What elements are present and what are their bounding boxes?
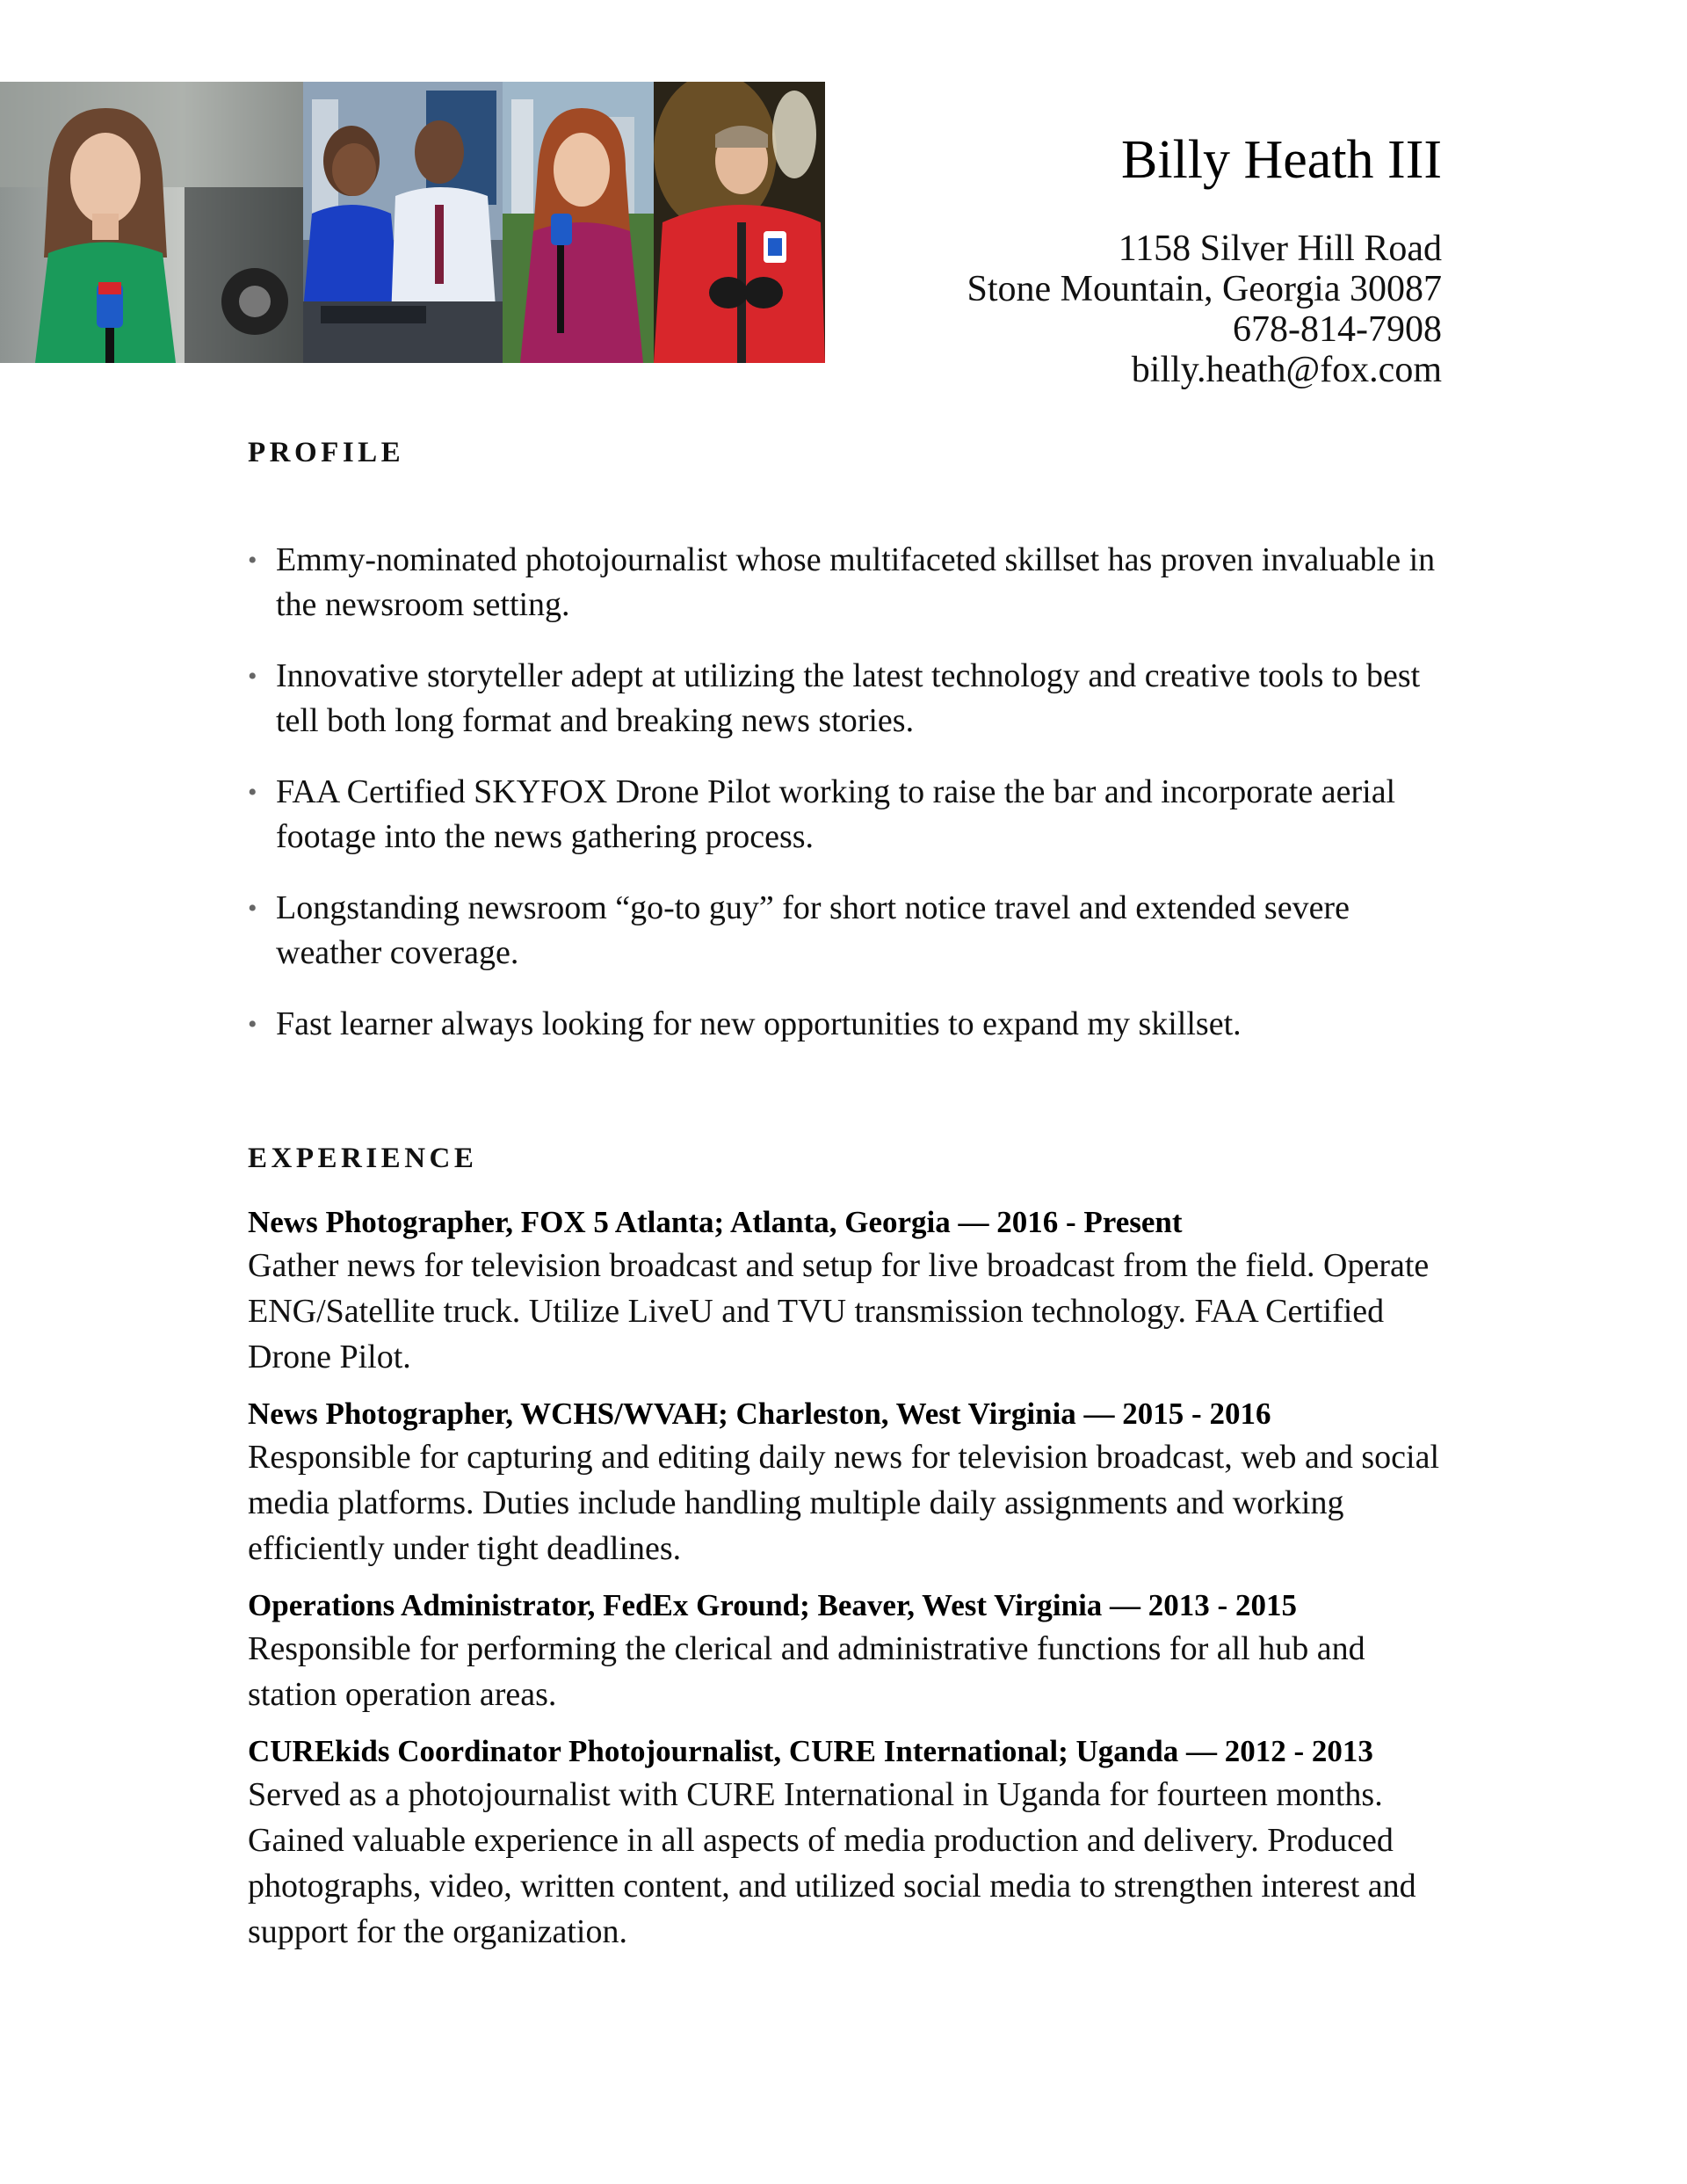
- header-photo-collage: [0, 82, 825, 363]
- profile-item: • Emmy-nominated photojournalist whose multifaceted skillset has proven invaluable in the newsroom setting.: [248, 538, 1443, 628]
- profile-item: • Innovative storyteller adept at utilizing the latest technology and creative tools to best tell both long format and breaking news stories.: [248, 654, 1443, 744]
- job-heading: Operations Administrator, FedEx Ground; Beaver, West Virginia — 2013 - 2015: [248, 1588, 1297, 1622]
- experience-heading: EXPERIENCE: [248, 1143, 478, 1174]
- profile-list: [248, 538, 1443, 1073]
- phone-number: 678-814-7908: [1233, 309, 1442, 350]
- contact-details: [967, 229, 1442, 390]
- job-description: Served as a photojournalist with CURE International in Uganda for fourteen months. Gained valuable experience in all aspects of media production and delivery. Produced photographs, video, written content, and utilized social media to strengthen interest and support for the organization.: [248, 1776, 1416, 1950]
- profile-item: • Fast learner always looking for new opportunities to expand my skillset.: [248, 1002, 1443, 1047]
- job-entry: [248, 1731, 1443, 1955]
- reporter-red-jacket-photo: [654, 82, 825, 363]
- job-heading: News Photographer, WCHS/WVAH; Charleston, West Virginia — 2015 - 2016: [248, 1397, 1271, 1431]
- job-description: Responsible for capturing and editing daily news for television broadcast, web and social media platforms. Duties include handling multiple daily assignments and working efficiently under tight deadlines.: [248, 1439, 1440, 1567]
- job-heading: News Photographer, FOX 5 Atlanta; Atlanta, Georgia — 2016 - Present: [248, 1205, 1183, 1239]
- profile-heading: PROFILE: [248, 437, 405, 468]
- job-entry: [248, 1585, 1443, 1717]
- reporter-green-dress-photo: [0, 82, 303, 363]
- job-heading: CUREkids Coordinator Photojournalist, CURE International; Uganda — 2012 - 2013: [248, 1734, 1373, 1768]
- address-line-2: Stone Mountain, Georgia 30087: [967, 269, 1442, 309]
- candidate-name: Billy Heath III: [1120, 130, 1442, 190]
- address-line-1: 1158 Silver Hill Road: [1118, 229, 1442, 269]
- profile-item: • FAA Certified SKYFOX Drone Pilot working to raise the bar and incorporate aerial footage into the news gathering process.: [248, 770, 1443, 860]
- email-address: billy.heath@fox.com: [1131, 350, 1442, 390]
- job-description: Responsible for performing the clerical and administrative functions for all hub and station operation areas.: [248, 1630, 1365, 1713]
- experience-list: [248, 1202, 1443, 1969]
- news-anchors-desk-photo: [303, 82, 503, 363]
- job-entry: [248, 1202, 1443, 1380]
- contact-header: [967, 125, 1442, 390]
- profile-item: • Longstanding newsroom “go-to guy” for short notice travel and extended severe weather coverage.: [248, 886, 1443, 976]
- job-description: Gather news for television broadcast and setup for live broadcast from the field. Operate ENG/Satellite truck. Utilize LiveU and TVU transmission technology. FAA Certified Drone Pilot.: [248, 1247, 1430, 1375]
- job-entry: [248, 1394, 1443, 1571]
- reporter-magenta-dress-photo: [503, 82, 654, 363]
